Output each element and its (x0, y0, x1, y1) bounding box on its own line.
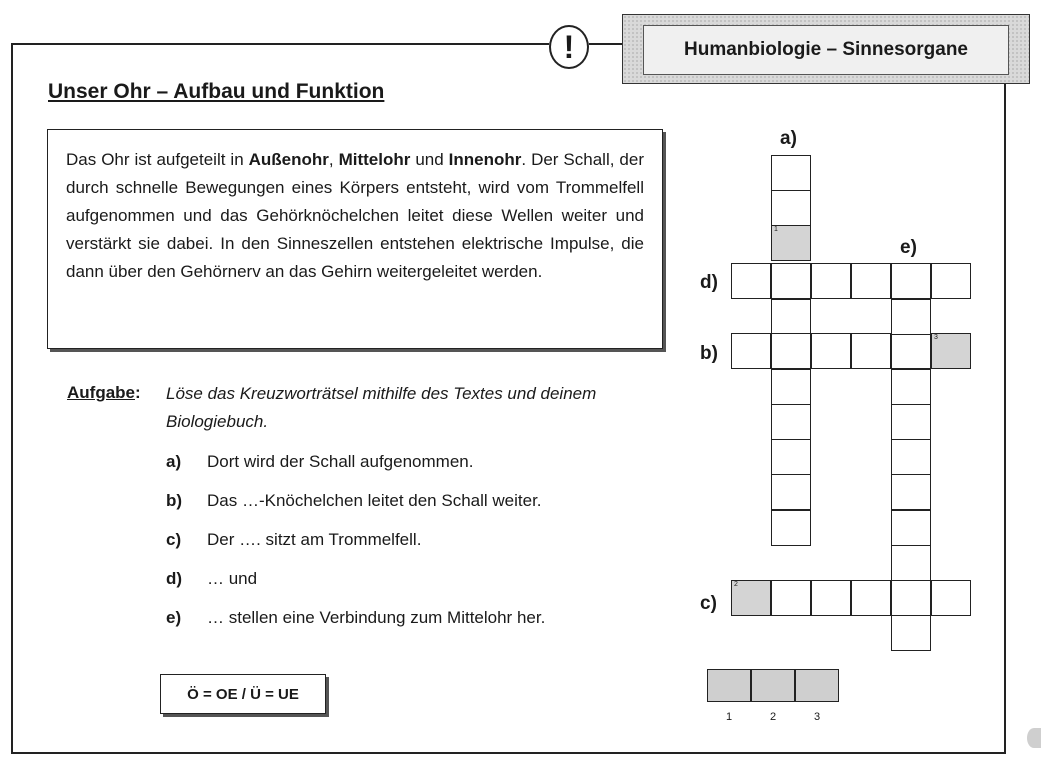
cell-d-6[interactable] (931, 263, 971, 299)
cell-e-7[interactable] (891, 474, 931, 510)
cell-e-6[interactable] (891, 439, 931, 475)
term-innenohr: Innenohr (448, 150, 522, 169)
solution-cell-1[interactable] (707, 669, 751, 702)
cell-e-11[interactable] (891, 615, 931, 651)
cell-b-4[interactable] (851, 333, 891, 369)
solution-cell-3[interactable] (795, 669, 839, 702)
cell-a-6[interactable] (771, 333, 811, 369)
cell-a-5[interactable] (771, 299, 811, 335)
cell-a-9[interactable] (771, 439, 811, 475)
cell-e-4[interactable] (891, 369, 931, 405)
label-b: b) (700, 343, 718, 364)
solution-cell-2[interactable] (751, 669, 795, 702)
intro-body: Der Schall, der durch schnelle Bewegungen eines Körpers entsteht, wird vom Trommelfell aufgenommen und das Gehörknöchelchen leitet diese Wellen weiter und verstärkt sie dabei. In den Sinneszellen entstehen elektrische Impulse, die dann über den Gehörnerv an das Gehirn weitergeleitet werden. (66, 150, 644, 281)
clue-e: e) … stellen eine Verbindung zum Mittelohr her. (166, 608, 546, 627)
clue-d: d) … und (166, 569, 258, 588)
cell-d-1[interactable] (731, 263, 771, 299)
term-mittelohr: Mittelohr (338, 150, 411, 169)
clue-list (166, 452, 545, 647)
cell-a-7[interactable] (771, 369, 811, 405)
cell-c-4[interactable] (851, 580, 891, 616)
term-aussenohr: Außenohr (248, 150, 329, 169)
solution-number-2: 2 (769, 711, 777, 723)
cell-c-1[interactable]: 2 (731, 580, 771, 616)
intro-end1: . (521, 150, 527, 169)
cell-a-11[interactable] (771, 510, 811, 546)
header-banner (622, 14, 1030, 84)
cell-b-1[interactable] (731, 333, 771, 369)
frame-top-mid (589, 43, 622, 45)
label-e: e) (900, 237, 917, 258)
intro-sep2: und (410, 150, 449, 169)
cell-c-3[interactable] (811, 580, 851, 616)
task-label: Aufgabe: (67, 383, 141, 402)
exclamation-icon: ! (549, 25, 589, 69)
cell-d-4[interactable] (851, 263, 891, 299)
cell-e-2[interactable] (891, 299, 931, 335)
cell-a-4[interactable] (771, 263, 811, 299)
frame-top-left (11, 43, 549, 45)
label-a: a) (780, 128, 797, 149)
cell-c-6[interactable] (931, 580, 971, 616)
cell-b-6[interactable]: 3 (931, 333, 971, 369)
intro-sep1: , (328, 150, 339, 169)
cell-b-5[interactable] (891, 333, 931, 369)
cell-e-9[interactable] (891, 545, 931, 581)
label-d: d) (700, 272, 718, 293)
cell-c-2[interactable] (771, 580, 811, 616)
solution-number-3: 3 (813, 711, 821, 723)
page-title: Unser Ohr – Aufbau und Funktion (48, 80, 385, 103)
cell-a-2[interactable] (771, 190, 811, 226)
cell-a-3[interactable]: 1 (771, 225, 811, 261)
cell-d-3[interactable] (811, 263, 851, 299)
cell-a-10[interactable] (771, 474, 811, 510)
intro-textbox (47, 129, 663, 349)
cell-a-1[interactable] (771, 155, 811, 191)
solution-number-1: 1 (725, 711, 733, 723)
cell-c-5[interactable] (891, 580, 931, 616)
cell-e-5[interactable] (891, 404, 931, 440)
cell-a-8[interactable] (771, 404, 811, 440)
label-c: c) (700, 593, 717, 614)
banner-title: Humanbiologie – Sinnesorgane (643, 25, 1009, 75)
cell-d-5[interactable] (891, 263, 931, 299)
intro-line1: Das Ohr ist aufgeteilt in (66, 150, 249, 169)
cell-e-8[interactable] (891, 510, 931, 546)
cell-b-3[interactable] (811, 333, 851, 369)
umlaut-hint: Ö = OE / Ü = UE (160, 674, 326, 714)
clue-a: a) Dort wird der Schall aufgenommen. (166, 452, 474, 471)
clue-b: b) Das …-Knöchelchen leitet den Schall weiter. (166, 491, 542, 510)
clue-c: c) Der …. sitzt am Trommelfell. (166, 530, 422, 549)
corner-mark (1027, 728, 1041, 748)
task-instruction: Löse das Kreuzworträtsel mithilfe des Textes und deinem Biologiebuch. (166, 384, 597, 431)
